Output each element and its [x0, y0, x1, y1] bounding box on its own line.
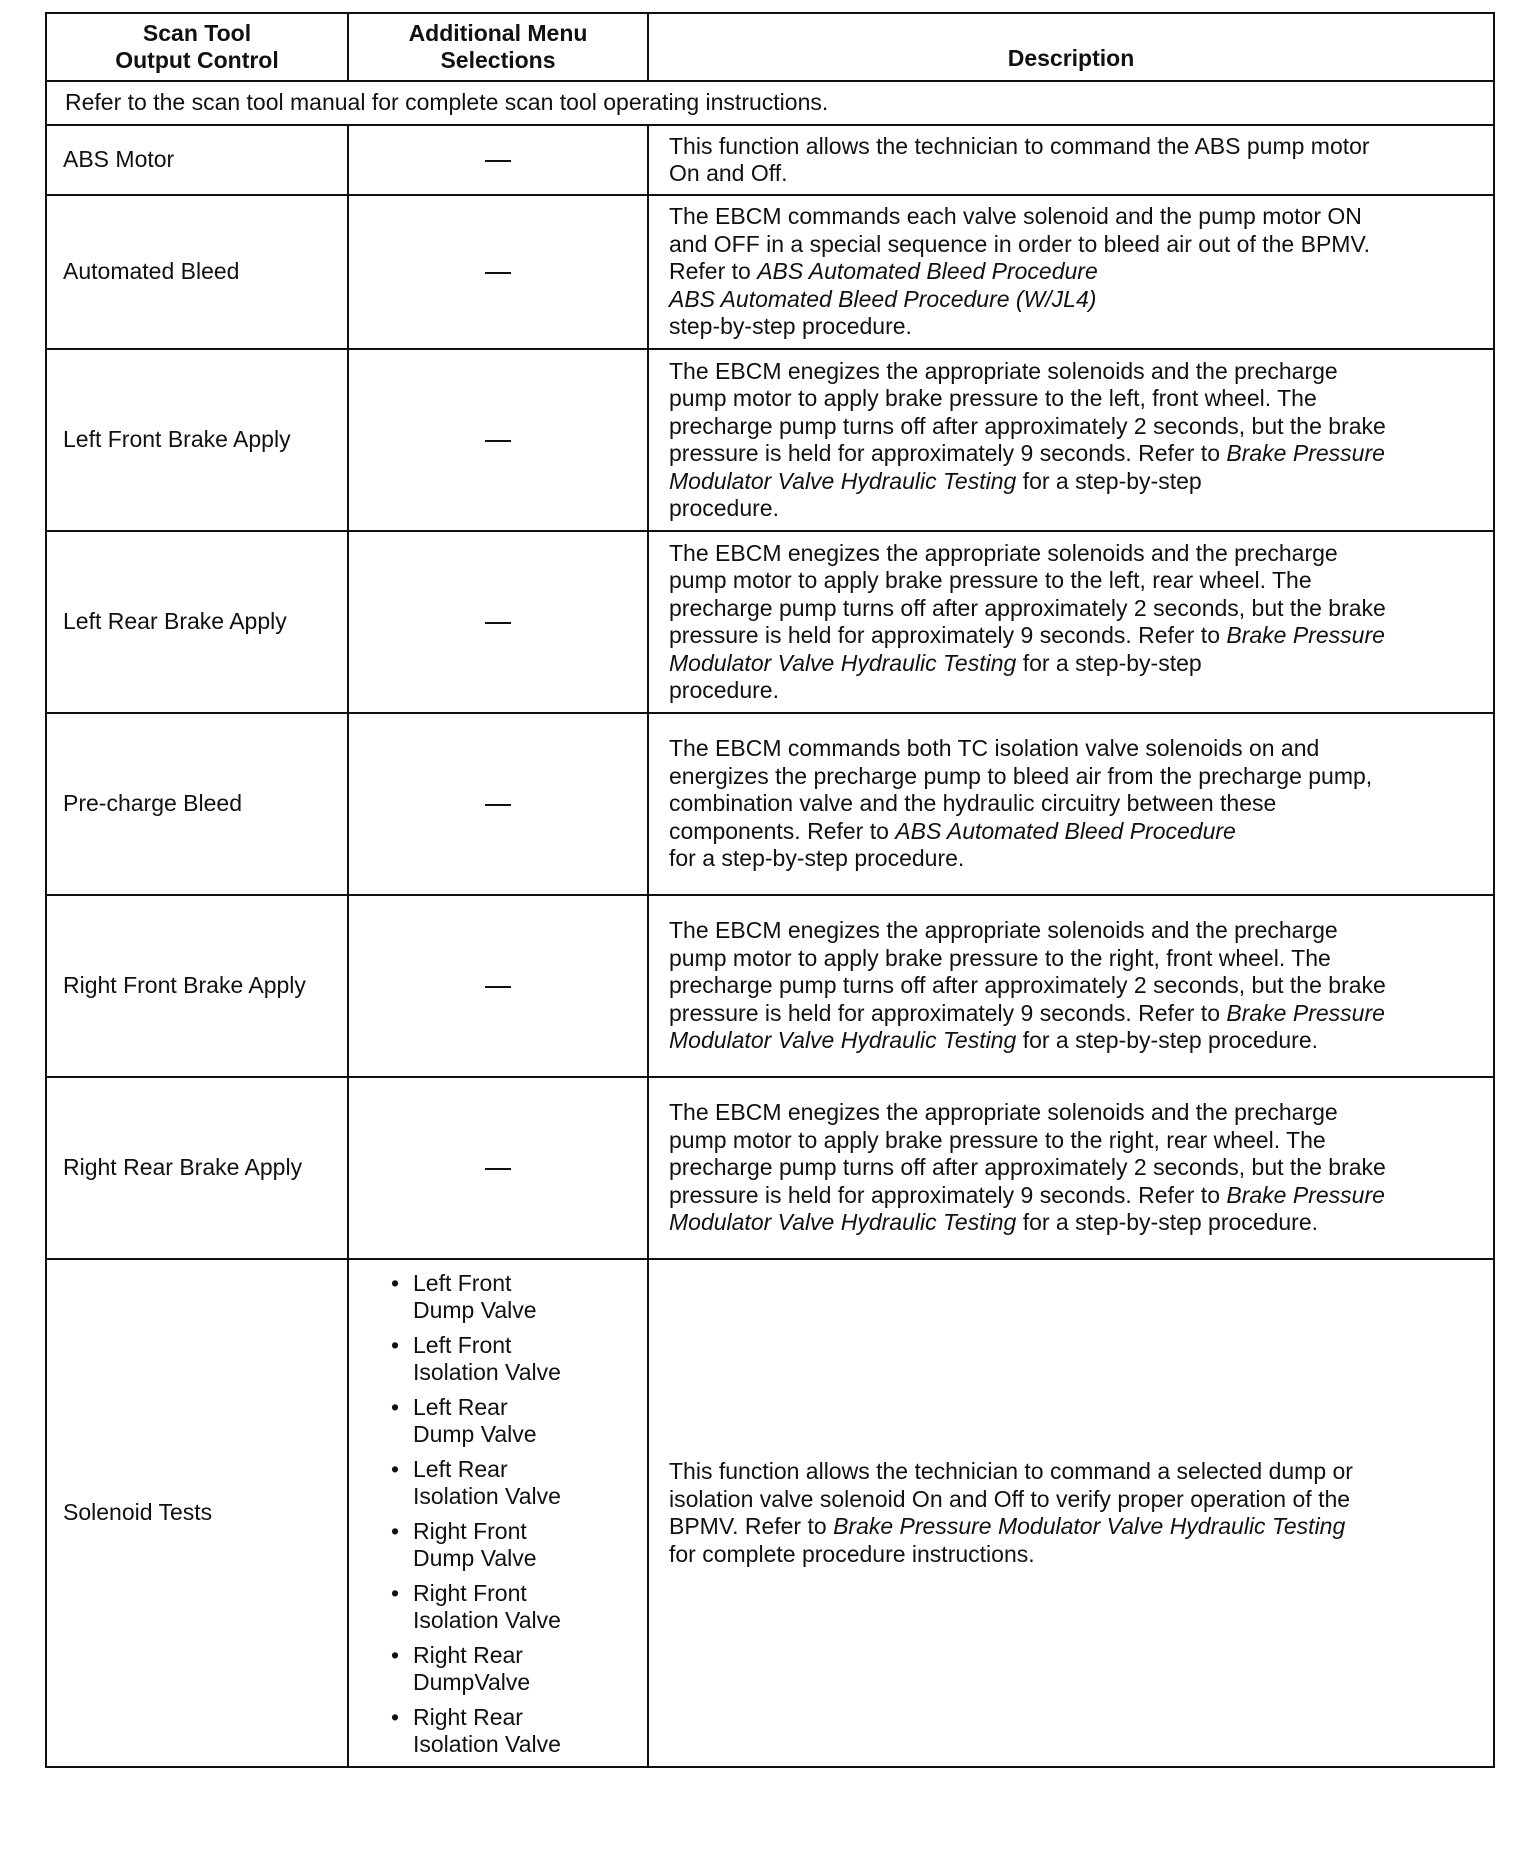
menu-selection-none — [348, 125, 648, 195]
dash-mark — [485, 160, 511, 162]
table-row — [46, 895, 1494, 1077]
bullet-icon: • — [391, 1579, 400, 1606]
dash-mark — [485, 1168, 511, 1170]
option-right-rear-isolation-valve[interactable]: • Right Rear Isolation Valve — [391, 1703, 561, 1757]
description: The EBCM enegizes the appropriate solenoids and the precharge pump motor to apply brake pressure to the right, front wheel. The precharge pump turns off after approximately 2 seconds, but the brake pressure is held for approximately 9 seconds. Refer to Brake Pressure Modulator Valve Hydraulic Testing for a step-by-step procedure. — [648, 895, 1494, 1077]
description: The EBCM commands both TC isolation valve solenoids on and energizes the precharge pump to bleed air from the precharge pump, combination valve and the hydraulic circuitry between these components. Refer to ABS Automated Bleed Procedure for a step-by-step procedure. — [648, 713, 1494, 895]
link-abs-automated-bleed-procedure[interactable]: ABS Automated Bleed Procedure — [895, 817, 1236, 844]
header-additional-menu-selections: Additional Menu Selections — [348, 13, 648, 81]
link-brake-pressure[interactable]: Brake Pressure — [1226, 999, 1385, 1026]
description: The EBCM enegizes the appropriate solenoids and the precharge pump motor to apply brake pressure to the left, front wheel. The precharge pump turns off after approximately 2 seconds, but the brake pressure is held for approximately 9 seconds. Refer to Brake Pressure Modulator Valve Hydraulic Testing for a step-by-step procedure. — [648, 349, 1494, 531]
scan-tool-output-control-table — [45, 12, 1495, 1768]
dash-mark — [485, 622, 511, 624]
menu-selection-none — [348, 195, 648, 349]
menu-selection-none — [348, 531, 648, 713]
option-left-rear-isolation-valve[interactable]: • Left Rear Isolation Valve — [391, 1455, 561, 1509]
link-brake-pressure-modulator-valve-hydraulic-testing[interactable]: Brake Pressure Modulator Valve Hydraulic Testing — [833, 1513, 1346, 1539]
link-modulator-valve-hydraulic-testing[interactable]: Modulator Valve Hydraulic Testing — [669, 1209, 1017, 1236]
option-right-rear-dump-valve[interactable]: • Right Rear DumpValve — [391, 1641, 531, 1695]
option-left-front-isolation-valve[interactable]: • Left Front Isolation Valve — [391, 1331, 561, 1385]
instructions-note: Refer to the scan tool manual for complete scan tool operating instructions. — [46, 81, 1494, 125]
output-name: Left Front Brake Apply — [46, 349, 348, 531]
link-brake-pressure[interactable]: Brake Pressure — [1226, 622, 1385, 648]
menu-selections — [348, 1259, 648, 1767]
solenoid-test-options — [349, 1262, 647, 1765]
menu-selection-none — [348, 349, 648, 531]
output-name: Left Rear Brake Apply — [46, 531, 348, 713]
bullet-icon: • — [391, 1517, 400, 1544]
bullet-icon: • — [391, 1641, 400, 1668]
output-name: Pre-charge Bleed — [46, 713, 348, 895]
link-abs-automated-bleed-procedure[interactable]: ABS Automated Bleed Procedure — [757, 258, 1098, 285]
header-description: Description — [648, 13, 1494, 81]
option-right-front-isolation-valve[interactable]: • Right Front Isolation Valve — [391, 1579, 561, 1633]
link-abs-automated-bleed-procedure-wjl4[interactable]: ABS Automated Bleed Procedure (W/JL4) — [669, 285, 1097, 312]
dash-mark — [485, 440, 511, 442]
output-name: Solenoid Tests — [46, 1259, 348, 1767]
output-name: Automated Bleed — [46, 195, 348, 349]
menu-selection-none — [348, 1077, 648, 1259]
option-right-front-dump-valve[interactable]: • Right Front Dump Valve — [391, 1517, 537, 1571]
dash-mark — [485, 986, 511, 988]
link-brake-pressure[interactable]: Brake Pressure — [1226, 440, 1385, 466]
table-row — [46, 1077, 1494, 1259]
output-name: ABS Motor — [46, 125, 348, 195]
bullet-icon: • — [391, 1269, 400, 1296]
link-modulator-valve-hydraulic-testing[interactable]: Modulator Valve Hydraulic Testing — [669, 1027, 1017, 1054]
description: This function allows the technician to command a selected dump or isolation valve solenoid On and Off to verify proper operation of the BPMV. Refer to Brake Pressure Modulator Valve Hydraulic Testing for complete procedure instructions. — [648, 1259, 1494, 1767]
bullet-icon: • — [391, 1331, 400, 1358]
header-scan-tool-output-control: Scan Tool Output Control — [46, 13, 348, 81]
option-left-rear-dump-valve[interactable]: • Left Rear Dump Valve — [391, 1393, 537, 1447]
output-name: Right Rear Brake Apply — [46, 1077, 348, 1259]
menu-selection-none — [348, 895, 648, 1077]
link-modulator-valve-hydraulic-testing[interactable]: Modulator Valve Hydraulic Testing — [669, 649, 1017, 676]
table-row — [46, 713, 1494, 895]
output-name: Right Front Brake Apply — [46, 895, 348, 1077]
link-modulator-valve-hydraulic-testing[interactable]: Modulator Valve Hydraulic Testing — [669, 467, 1017, 494]
table-row — [46, 195, 1494, 349]
table-row — [46, 349, 1494, 531]
table-header-row — [46, 13, 1494, 81]
description: This function allows the technician to command the ABS pump motor On and Off. — [648, 125, 1494, 195]
description: The EBCM enegizes the appropriate solenoids and the precharge pump motor to apply brake pressure to the left, rear wheel. The precharge pump turns off after approximately 2 seconds, but the brake pressure is held for approximately 9 seconds. Refer to Brake Pressure Modulator Valve Hydraulic Testing for a step-by-step procedure. — [648, 531, 1494, 713]
dash-mark — [485, 272, 511, 274]
table-row — [46, 1259, 1494, 1767]
description: The EBCM commands each valve solenoid and the pump motor ON and OFF in a special sequence in order to bleed air out of the BPMV. Refer to ABS Automated Bleed Procedure ABS Automated Bleed Procedure (W/JL4) step-by-step procedure. — [648, 195, 1494, 349]
menu-selection-none — [348, 713, 648, 895]
option-left-front-dump-valve[interactable]: • Left Front Dump Valve — [391, 1269, 537, 1323]
table-row — [46, 531, 1494, 713]
dash-mark — [485, 804, 511, 806]
instructions-note-row — [46, 81, 1494, 125]
description: The EBCM enegizes the appropriate solenoids and the precharge pump motor to apply brake pressure to the right, rear wheel. The precharge pump turns off after approximately 2 seconds, but the brake pressure is held for approximately 9 seconds. Refer to Brake Pressure Modulator Valve Hydraulic Testing for a step-by-step procedure. — [648, 1077, 1494, 1259]
bullet-icon: • — [391, 1455, 400, 1482]
bullet-icon: • — [391, 1393, 400, 1420]
link-brake-pressure[interactable]: Brake Pressure — [1226, 1181, 1385, 1208]
table-row — [46, 125, 1494, 195]
bullet-icon: • — [391, 1703, 400, 1730]
